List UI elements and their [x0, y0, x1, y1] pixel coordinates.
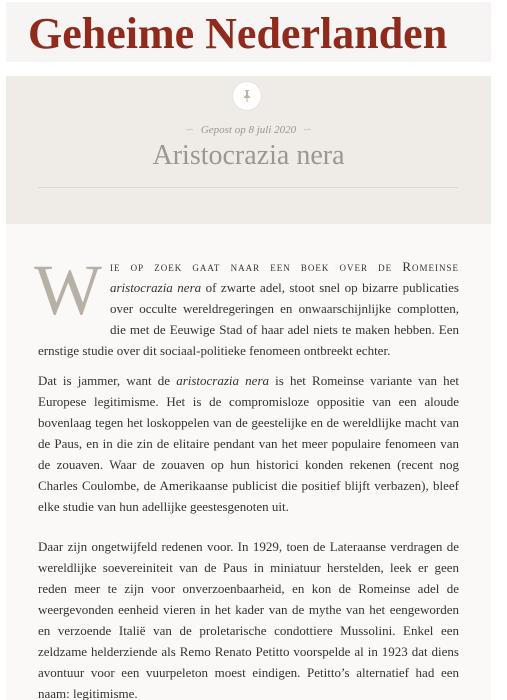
- post-card: [6, 76, 491, 700]
- ornament-right-icon: ∽: [302, 124, 313, 136]
- paragraph-2: [38, 370, 459, 517]
- paragraph-2-before: Dat is jammer, want de: [38, 373, 177, 388]
- paragraph-2-after: is het Romeinse variante van het Europese legitimisme. Het is de compromisloze oppositie van een aloude bovenlaag tegen het loskoppelen van de geestelijke en de wereldlijke macht van de Paus, en in die zin de elitaire pendant van het meer populaire fenomeen van de zouaven. Waar de zouaven op hun historici konden rekenen (recent nog Charles Coulombe, de Amerikaanse publicist die positief blijft verbazen), bleef elke studie van hun adellijke geestesgenoten uit.: [38, 373, 459, 514]
- header-divider: [38, 187, 458, 188]
- pin-icon: [240, 89, 254, 103]
- paragraph-3: Daar zijn ongetwijfeld redenen voor. In 1929, toen de Lateraanse verdragen de wereldlijke soevereiniteit van de Paus in miniatuur herstelden, leek er geen reden meer te zijn voor onverzoenbaarheid, en kon de Romeinse adel de weergevonden eenheid vieren in het kader van de mythe van het eengeworden en verzoende Italië van de proletarische condottiere Mussolini. Enkel een zeldzame helderziende als Remo Renato Petitto voorspelde al in 1923 dat diens avontuur voor een vuurpeleton moest eindigen. Petitto’s alternatief had een naam: legitimisme.: [38, 539, 459, 700]
- site-title-link[interactable]: Geheime Nederlanden: [28, 9, 448, 58]
- ornament-left-icon: ∽: [184, 124, 195, 136]
- post-meta: [6, 123, 491, 136]
- paragraph-1: [34, 250, 459, 361]
- post-content: [34, 250, 459, 700]
- pin-badge: [232, 81, 262, 111]
- meta-prefix: Gepost op: [200, 124, 246, 136]
- post-title: Aristocrazia nera: [152, 140, 345, 171]
- site-header: [6, 2, 491, 62]
- post-header: [6, 76, 491, 224]
- post-date[interactable]: 8 juli 2020: [248, 124, 297, 136]
- emphasis-term: aristocrazia nera: [109, 280, 202, 295]
- lead-in: ie op zoek gaat naar een boek over de Romeinse: [109, 259, 459, 274]
- drop-cap: W: [34, 250, 102, 330]
- emphasis-term: aristocrazia nera: [176, 373, 270, 388]
- paragraph-1-text: of zwarte adel, stoot snel op bizarre publicaties over occulte wereldregeringen en onwaarschijnlijke complotten, die met de Eeuwige Stad of haar adel niets te maken hebben. Een ernstige studie over dit sociaal-politieke fenomeen ontbreekt echter.: [38, 280, 459, 358]
